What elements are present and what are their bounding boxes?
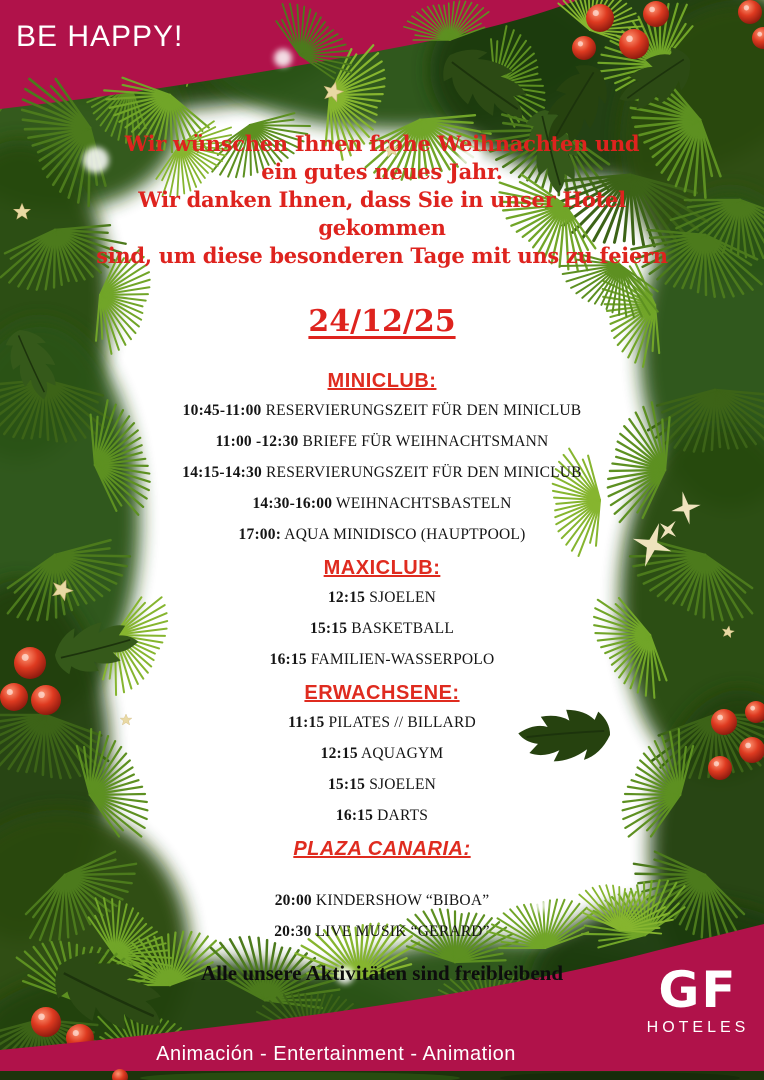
section-erwachsene [96,681,668,831]
schedule-item: 11:00 -12:30 BRIEFE FÜR WEIHNACHTSMANN [215,433,549,450]
schedule-sections [96,369,668,947]
section-title-erwachsene: ERWACHSENE: [304,682,460,704]
schedule-item: 16:15 FAMILIEN-WASSERPOLO [269,651,495,668]
schedule-item: 15:15 BASKETBALL [310,620,454,637]
schedule-item: 20:00 KINDERSHOW “BIBOA” [274,892,490,909]
schedule-item: 17:00: AQUA MINIDISCO (HAUPTPOOL) [238,526,526,543]
greeting-text [96,130,668,270]
item-time: 16:15 [335,807,374,824]
item-time: 16:15 [269,651,307,668]
greeting-line-1: Wir wünschen Ihnen frohe Weihnachten und [124,131,640,156]
item-time: 11:00 -12:30 [215,433,299,450]
schedule-item: 11:15 PILATES // BILLARD [288,714,476,731]
gf-hoteles-logo [630,962,764,1037]
bottom-banner-label: Animación - Entertainment - Animation [156,1043,516,1065]
section-plaza-canaria [96,837,668,947]
section-miniclub [96,369,668,550]
item-time: 10:45-11:00 [182,402,262,419]
schedule-item: 14:15-14:30 RESERVIERUNGSZEIT FÜR DEN MINICLUB [182,464,582,481]
greeting-line-2: ein gutes neues Jahr. [261,159,503,184]
item-time: 14:15-14:30 [182,464,262,481]
greeting-line-3: Wir danken Ihnen, dass Sie in unser Hotel gekommen [138,187,626,240]
item-time: 15:15 [327,776,366,793]
item-time: 12:15 [320,745,358,762]
schedule-item: 20:30 LIVE MUSIK “GERARD” [274,923,490,940]
item-time: 12:15 [327,589,366,606]
schedule-item: 12:15 SJOELEN [327,589,437,606]
item-time: 20:00 [274,892,312,909]
item-time: 17:00: [238,526,282,543]
section-title-miniclub: MINICLUB: [327,370,437,392]
schedule-item: 14:30-16:00 WEIHNACHTSBASTELN [252,495,512,512]
section-title-maxiclub: MAXICLUB: [323,557,441,579]
item-time: 11:15 [288,714,325,731]
greeting-line-4: sind, um diese besonderen Tage mit uns zu feiern [96,243,668,268]
schedule-item: 10:45-11:00 RESERVIERUNGSZEIT FÜR DEN MINICLUB [182,402,582,419]
section-maxiclub [96,556,668,675]
item-time: 20:30 [274,923,312,940]
gf-logo-text: HOTELES [646,1019,750,1036]
event-date: 24/12/25 [308,304,456,339]
top-banner-label: BE HAPPY! [16,20,184,53]
schedule-item: 12:15 AQUAGYM [320,745,444,762]
item-time: 15:15 [310,620,348,637]
gf-logo-mark: GF [658,961,738,1019]
schedule-item: 15:15 SJOELEN [327,776,437,793]
item-time: 14:30-16:00 [252,495,333,512]
footer-note: Alle unsere Aktivitäten sind freibleibend [200,961,564,985]
schedule-content [96,130,668,986]
section-title-plaza-canaria: PLAZA CANARIA: [293,838,471,860]
schedule-item: 16:15 DARTS [335,807,429,824]
